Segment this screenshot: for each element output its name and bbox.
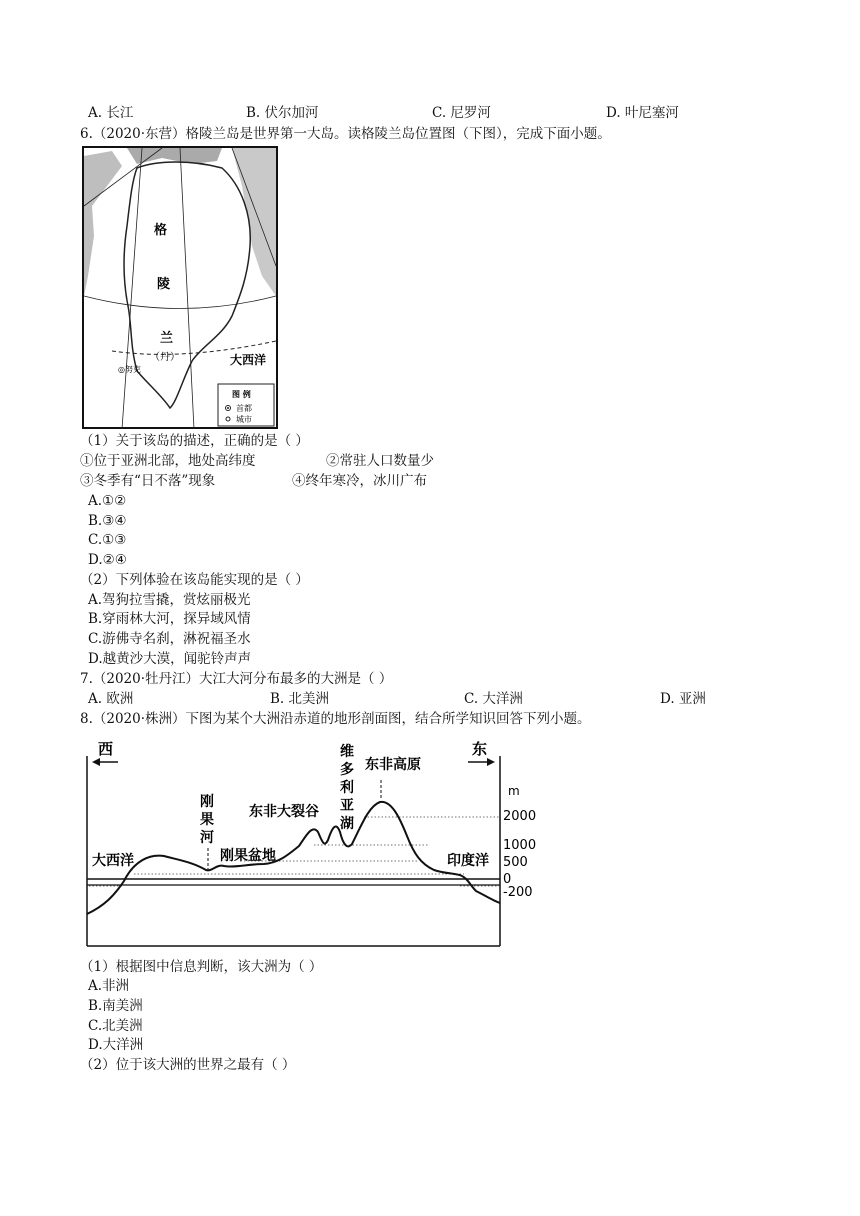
svg-text:多: 多 [340,762,354,778]
tick-2000: 2000 [503,809,537,824]
map-label-lan: 兰 [160,331,174,346]
greenland-map [82,146,278,429]
svg-text:果: 果 [200,812,214,828]
svg-text:亚: 亚 [340,798,354,814]
east-ocean-label: 印度洋 [447,853,489,869]
map-label-ling: 陵 [157,277,171,292]
basin-label: 刚果盆地 [220,848,276,864]
q8-sub2-stem: （2）位于该大洲的世界之最有（ ） [80,1057,296,1073]
map-capital-label: ◎努克 [118,365,141,374]
svg-text:河: 河 [200,830,214,846]
q8-sub1-stem: （1）根据图中信息判断，该大洲为（ ） [80,959,323,975]
q6-statement-2: ②常驻人口数量少 [326,453,434,469]
q6-sub2-stem: （2）下列体验在该岛能实现的是（ ） [80,572,309,588]
map-label-ge: 格 [154,223,168,238]
svg-text:利: 利 [340,780,354,796]
q7-option-d: D. 亚洲 [660,691,706,707]
q7-stem: 7.（2020·牡丹江）大江大河分布最多的大洲是（ ） [80,671,393,687]
q8-1-option-a: A.非洲 [88,978,130,994]
svg-text:湖: 湖 [340,816,354,832]
river-label [200,793,214,846]
q6-statement-4: ④终年寒冷，冰川广布 [292,473,427,489]
q5-option-c: C. 尼罗河 [432,105,491,121]
africa-profile-figure [84,736,537,951]
q8-1-option-c: C.北美洲 [88,1018,143,1034]
svg-text:刚: 刚 [200,794,214,810]
east-label: 东 [472,740,488,758]
q6-1-option-b: B.③④ [88,513,127,529]
plateau-label: 东非高原 [365,757,421,773]
q7-option-b: B. 北美洲 [270,691,330,707]
rift-label: 东非大裂谷 [249,804,319,820]
q7-option-c: C. 大洋洲 [464,691,523,707]
lake-label [340,743,354,832]
map-country-note: （丹） [150,352,180,363]
map-ocean-label: 大西洋 [230,353,267,367]
q5-option-a: A. 长江 [88,105,134,121]
tick-1000: 1000 [503,838,537,853]
unit-label: m [508,784,520,798]
q6-statement-3: ③冬季有“日不落”现象 [80,473,216,489]
west-label: 西 [98,740,114,758]
q8-1-option-b: B.南美洲 [88,998,143,1014]
q6-2-option-b: B.穿雨林大河，探异域风情 [88,611,251,627]
q6-1-option-c: C.①③ [88,532,127,548]
q6-2-option-d: D.越黄沙大漠，闻驼铃声声 [88,651,252,667]
west-ocean-label: 大西洋 [92,853,134,869]
q8-1-option-d: D.大洋洲 [88,1037,144,1053]
q6-2-option-a: A.驾狗拉雪撬，赏炫丽极光 [88,592,251,608]
legend-title: 图 例 [232,390,251,399]
q6-1-option-d: D.②④ [88,552,127,568]
q6-statement-1: ①位于亚洲北部，地处高纬度 [80,453,256,469]
q8-stem: 8.（2020·株洲）下图为某个大洲沿赤道的地形剖面图，结合所学知识回答下列小题。 [80,711,591,727]
q6-1-option-a: A.①② [88,493,127,509]
q6-stem: 6.（2020·东营）格陵兰岛是世界第一大岛。读格陵兰岛位置图（下图），完成下面小题。 [80,126,611,142]
tick-0: 0 [503,872,512,887]
svg-text:维: 维 [340,744,354,760]
legend-city: 城市 [236,415,252,424]
legend-capital: 首都 [236,404,252,413]
q6-sub1-stem: （1）关于该岛的描述，正确的是（ ） [80,433,309,449]
q6-2-option-c: C.游佛寺名刹，淋祝福圣水 [88,631,251,647]
q5-option-b: B. 伏尔加河 [246,105,319,121]
q5-option-d: D. 叶尼塞河 [606,105,679,121]
tick-minus-200: -200 [503,885,533,900]
q7-option-a: A. 欧洲 [88,691,134,707]
tick-500: 500 [503,855,528,870]
